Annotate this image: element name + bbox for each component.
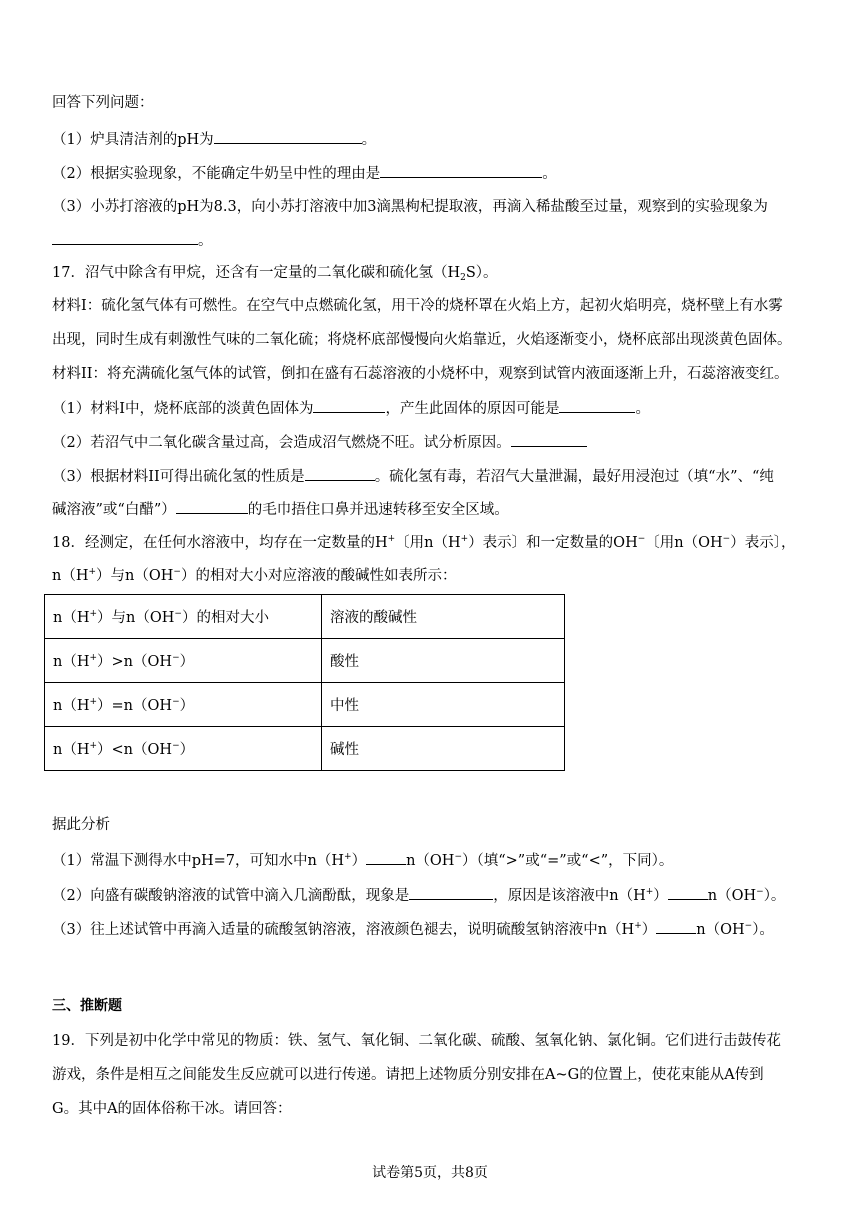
page-footer: 试卷第5页，共8页 xyxy=(372,1165,488,1181)
q18-part3: （3）往上述试管中再滴入适量的硫酸氢钠溶液，溶液颜色褪去，说明硫酸氢钠溶液中n（H+） n（OH−）。 xyxy=(52,921,774,938)
answer-blank[interactable] xyxy=(409,885,493,900)
q17-material1-line2: 出现，同时生成有刺激性气味的二氧化硫；将烧杯底部慢慢向火焰靠近，火焰逐渐变小，烧杯底部出现淡黄色固体。 xyxy=(52,332,792,348)
table-cell: n（H+）>n（OH−） xyxy=(45,639,322,683)
table-header-cell: n（H+）与n（OH−）的相对大小 xyxy=(45,595,322,639)
q19-line3: G。其中A的固体俗称干冰。请回答： xyxy=(52,1101,292,1117)
table-header-cell: 溶液的酸碱性 xyxy=(322,595,565,639)
section-heading: 三、推断题 xyxy=(52,998,122,1014)
q18-analysis-label: 据此分析 xyxy=(52,817,110,833)
table-row xyxy=(45,727,565,771)
q16-part2: （2）根据实验现象，不能确定牛奶呈中性的理由是 。 xyxy=(52,163,557,184)
answer-blank[interactable] xyxy=(214,129,362,144)
table-header-row xyxy=(45,595,565,639)
q17-part3: （3）根据材料II可得出硫化氢的性质是 。硫化氢有毒，若沼气大量泄漏，最好用浸泡过（填“水”、“纯 xyxy=(52,466,774,487)
q18-part1: （1）常温下测得水中pH=7，可知水中n（H+） n（OH−）（填“>”或“=”或“<”，下同）。 xyxy=(52,852,674,869)
answer-blank[interactable] xyxy=(305,466,375,481)
q18-part2: （2）向盛有碳酸钠溶液的试管中滴入几滴酚酞，现象是 ，原因是该溶液中n（H+） n（OH−）。 xyxy=(52,887,786,904)
q17-part3-cont: 碱溶液”或“白醋”） 的毛巾捂住口鼻并迅速转移至安全区域。 xyxy=(52,499,509,520)
answer-blank[interactable] xyxy=(313,398,385,413)
q19-line1: 19．下列是初中化学中常见的物质：铁、氢气、氧化铜、二氧化碳、硫酸、氢氧化钠、氯化铜。它们进行击鼓传花 xyxy=(52,1033,781,1049)
q18-stem-line1: 18．经测定，在任何水溶液中，均存在一定数量的H+〔用n（H+）表示〕和一定数量的OH−〔用n（OH−）表示〕， xyxy=(52,534,796,551)
q16-part1: （1）炉具清洁剂的pH为 。 xyxy=(52,129,376,150)
table-cell: n（H+）=n（OH−） xyxy=(45,683,322,727)
table-cell: 碱性 xyxy=(322,727,565,771)
answer-blank[interactable] xyxy=(52,230,198,245)
q17-part1: （1）材料I中，烧杯底部的淡黄色固体为 ，产生此固体的原因可能是 。 xyxy=(52,398,650,419)
table-cell: 中性 xyxy=(322,683,565,727)
table-cell: n（H+）<n（OH−） xyxy=(45,727,322,771)
table-row xyxy=(45,683,565,727)
q16-part3-cont: 。 xyxy=(52,230,213,251)
answer-blank[interactable] xyxy=(366,850,406,865)
answer-blank[interactable] xyxy=(176,499,248,514)
q18-stem-line2: n（H+）与n（OH−）的相对大小对应溶液的酸碱性如表所示： xyxy=(52,567,457,584)
q16-intro: 回答下列问题： xyxy=(52,95,154,111)
answer-blank[interactable] xyxy=(656,919,696,934)
q16-part3: （3）小苏打溶液的pH为8.3，向小苏打溶液中加3滴黑枸杞提取液，再滴入稀盐酸至过量，观察到的实验现象为 xyxy=(52,199,768,215)
q17-material1-line1: 材料I：硫化氢气体有可燃性。在空气中点燃硫化氢，用干冷的烧杯罩在火焰上方，起初火焰明亮，烧杯壁上有水雾 xyxy=(52,298,783,314)
answer-blank[interactable] xyxy=(559,398,635,413)
answer-blank[interactable] xyxy=(380,163,542,178)
q19-line2: 游戏，条件是相互之间能发生反应就可以进行传递。请把上述物质分别安排在A~G的位置上，使花束能从A传到 xyxy=(52,1067,764,1083)
q17-part2: （2）若沼气中二氧化碳含量过高，会造成沼气燃烧不旺。试分析原因。 xyxy=(52,432,587,453)
table-row xyxy=(45,639,565,683)
q17-material2: 材料II：将充满硫化氢气体的试管，倒扣在盛有石蕊溶液的小烧杯中，观察到试管内液面逐渐上升，石蕊溶液变红。 xyxy=(52,366,789,382)
answer-blank[interactable] xyxy=(668,885,708,900)
q17-stem: 17．沼气中除含有甲烷，还含有一定量的二氧化碳和硫化氢$(H_2S)$。 xyxy=(52,265,498,283)
answer-blank[interactable] xyxy=(511,432,587,447)
acidity-table xyxy=(44,594,565,771)
table-cell: 酸性 xyxy=(322,639,565,683)
